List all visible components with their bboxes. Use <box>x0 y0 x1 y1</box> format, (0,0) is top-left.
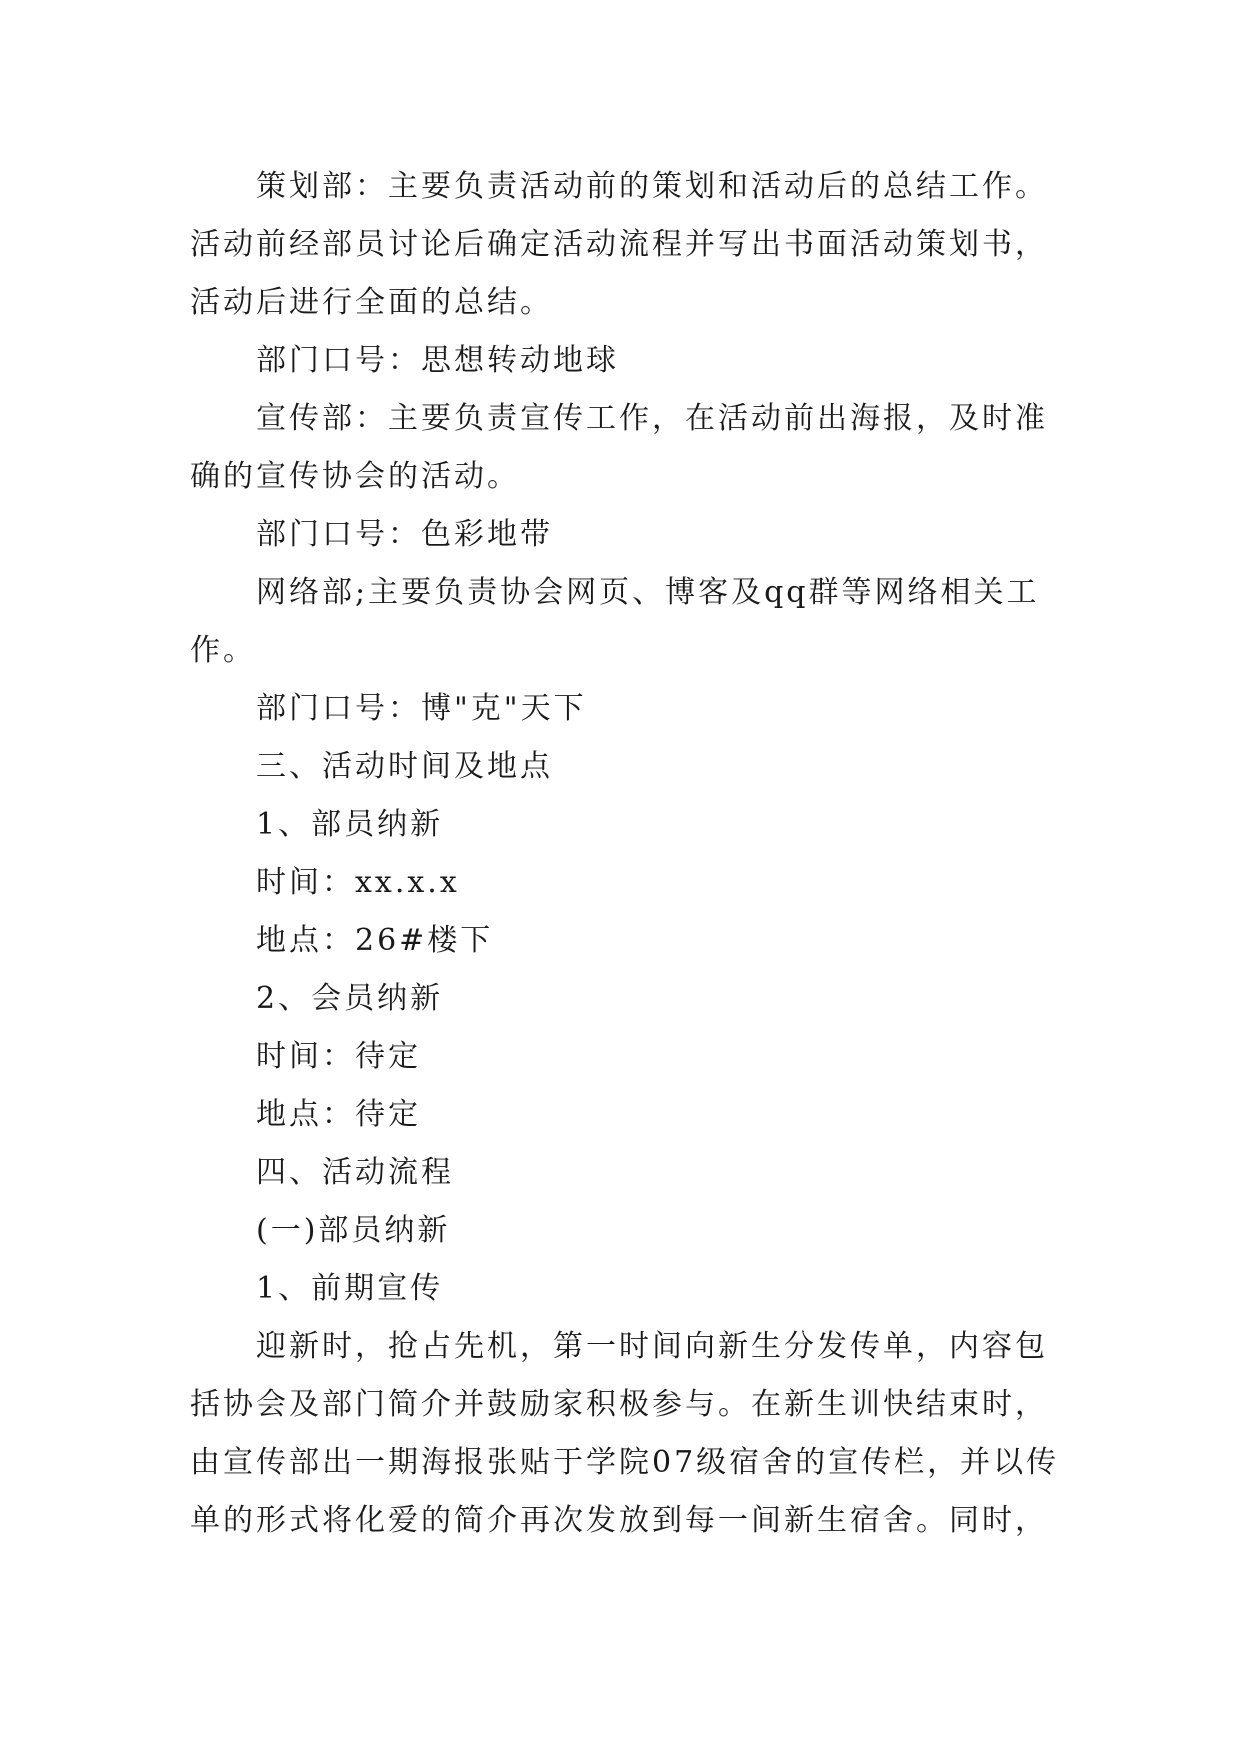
paragraph-place-2: 地点：待定 <box>256 1097 421 1132</box>
paragraph-publicity-slogan: 部门口号：色彩地带 <box>256 517 553 552</box>
paragraph-time-1: 时间：xx.x.x <box>256 865 460 900</box>
section-heading-process: 四、活动流程 <box>256 1155 454 1190</box>
paragraph-publicity-dept: 宣传部：主要负责宣传工作，在活动前出海报，及时准确的宣传协会的活动。 <box>190 401 1048 494</box>
subsection-heading-member-recruit: (一)部员纳新 <box>256 1213 451 1248</box>
paragraph-place-1: 地点：26#楼下 <box>256 923 494 958</box>
paragraph-network-slogan: 部门口号：博"克"天下 <box>256 691 587 726</box>
list-item-early-publicity: 1、前期宣传 <box>256 1271 444 1306</box>
paragraph-time-2: 时间：待定 <box>256 1039 421 1074</box>
list-item-associate-recruit: 2、会员纳新 <box>256 981 444 1016</box>
paragraph-planning-slogan: 部门口号：思想转动地球 <box>256 343 619 378</box>
paragraph-network-dept: 网络部;主要负责协会网页、博客及qq群等网络相关工作。 <box>190 575 1040 668</box>
paragraph-publicity-details: 迎新时，抢占先机，第一时间向新生分发传单，内容包括协会及部门简介并鼓励家积极参与。在新生训快结束时，由宣传部出一期海报张贴于学院07级宿舍的宣传栏，并以传单的形式将化爱的简介再次发放到每一间新生宿舍。同时， <box>190 1329 1060 1538</box>
paragraph-planning-dept: 策划部：主要负责活动前的策划和活动后的总结工作。活动前经部员讨论后确定活动流程并写出书面活动策划书，活动后进行全面的总结。 <box>190 169 1048 320</box>
document-body <box>190 158 1070 1550</box>
section-heading-time-place: 三、活动时间及地点 <box>256 749 553 784</box>
list-item-member-recruit: 1、部员纳新 <box>256 807 444 842</box>
